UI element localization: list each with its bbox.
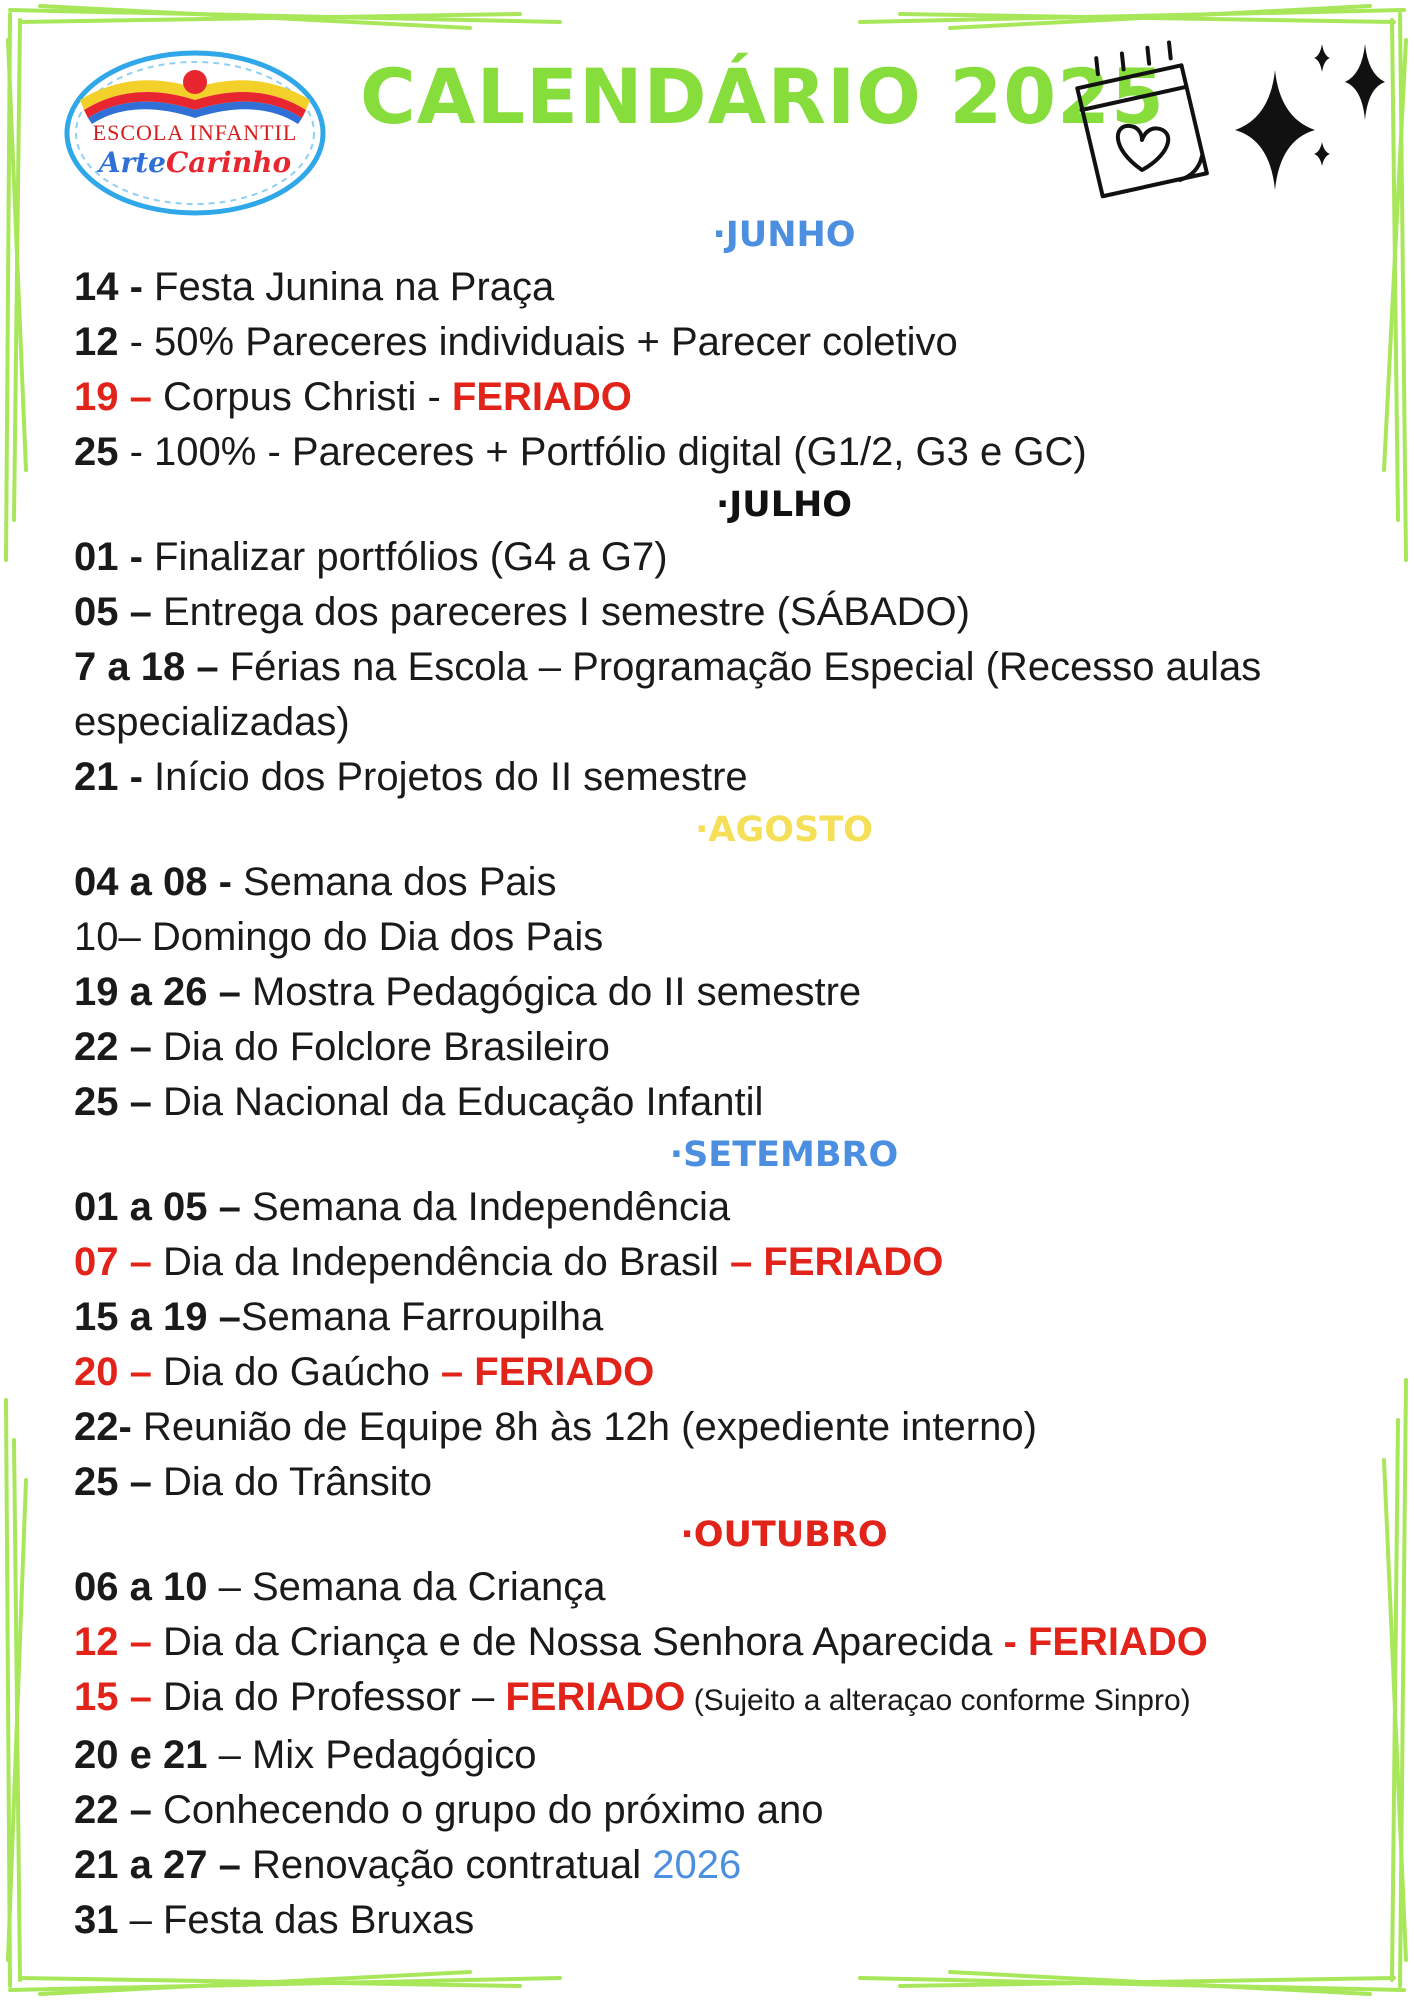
list-item	[74, 1345, 1354, 1400]
entry-text: Renovação contratual	[240, 1843, 653, 1887]
entry-date: 12 –	[74, 1620, 152, 1664]
logo-brand-art: Arte	[98, 146, 166, 179]
page-title: CALENDÁRIO 2025	[360, 52, 1165, 141]
entry-text: Semana Farroupilha	[240, 1295, 604, 1339]
entry-date: 7 a 18 –	[74, 645, 219, 689]
logo-brand-carinho: Carinho	[166, 146, 292, 179]
entry-date: 22 –	[74, 1788, 152, 1832]
entry-text: Dia da Independência do Brasil	[151, 1240, 731, 1284]
entry-text: Entrega dos pareceres I semestre (SÁBADO)	[151, 590, 970, 634]
entry-date: 15 a 19 –	[74, 1295, 241, 1339]
list-item	[74, 1560, 1354, 1615]
logo-school-name: ESCOLA INFANTIL	[92, 120, 298, 145]
list-item	[74, 425, 1354, 480]
entry-date: 12	[74, 320, 119, 364]
entry-date: 20 e 21	[74, 1733, 208, 1777]
entry-text: Dia do Gaúcho	[151, 1350, 441, 1394]
logo-brand	[62, 146, 328, 179]
holiday-badge: – FERIADO	[730, 1240, 944, 1284]
entry-date: 22 –	[74, 1025, 152, 1069]
list-item	[74, 855, 1354, 910]
list-item	[74, 1455, 1354, 1510]
month-heading-setembro: ·SETEMBRO	[669, 1135, 899, 1175]
list-item	[74, 1020, 1354, 1075]
school-logo	[62, 48, 328, 218]
entry-text: Reunião de Equipe 8h às 12h (expediente interno)	[131, 1405, 1037, 1449]
list-item	[74, 530, 1354, 585]
list-item	[74, 1783, 1354, 1838]
list-item	[74, 1893, 1354, 1948]
entry-text: Finalizar portfólios (G4 a G7)	[142, 535, 668, 579]
list-item	[74, 1075, 1354, 1130]
calendar-content	[74, 210, 1354, 1948]
entry-text: – Semana da Criança	[207, 1565, 606, 1609]
entry-text: Dia do Folclore Brasileiro	[151, 1025, 610, 1069]
entry-date: 25 –	[74, 1080, 152, 1124]
entry-date: 01 -	[74, 535, 143, 579]
list-item	[74, 1615, 1354, 1670]
entry-text: Dia do Trânsito	[151, 1460, 432, 1504]
holiday-badge: - FERIADO	[1003, 1620, 1208, 1664]
entry-date: 31	[74, 1898, 119, 1942]
entry-date: 21 a 27 –	[74, 1843, 241, 1887]
entry-date: 19 a 26 –	[74, 970, 241, 1014]
list-item	[74, 1180, 1354, 1235]
entry-date: 15 –	[74, 1675, 152, 1719]
entry-text: – Festa das Bruxas	[118, 1898, 475, 1942]
list-item	[74, 370, 1354, 425]
entry-date: 05 –	[74, 590, 152, 634]
list-item	[74, 1838, 1354, 1893]
list-item	[74, 1235, 1354, 1290]
entry-text: - 50% Pareceres individuais + Parecer coletivo	[118, 320, 958, 364]
month-heading-julho: ·JULHO	[715, 485, 853, 525]
entry-text: Mostra Pedagógica do II semestre	[240, 970, 862, 1014]
entry-text: Início dos Projetos do II semestre	[142, 755, 748, 799]
list-item	[74, 1290, 1354, 1345]
month-heading-outubro: ·OUTUBRO	[680, 1515, 888, 1555]
entry-text: 10– Domingo do Dia dos Pais	[74, 915, 604, 959]
entry-date: 01 a 05 –	[74, 1185, 241, 1229]
list-item	[74, 640, 1354, 750]
entry-note: (Sujeito a alteraçao conforme Sinpro)	[685, 1684, 1191, 1717]
entry-date: 21 -	[74, 755, 143, 799]
list-item	[74, 910, 1354, 965]
entry-date: 04 a 08 -	[74, 860, 232, 904]
holiday-badge: FERIADO	[505, 1675, 686, 1719]
list-item	[74, 585, 1354, 640]
entry-text: – Mix Pedagógico	[207, 1733, 537, 1777]
month-heading-junho: ·JUNHO	[712, 215, 856, 255]
list-item	[74, 260, 1354, 315]
entry-text: Dia do Professor –	[151, 1675, 506, 1719]
entry-text: Dia Nacional da Educação Infantil	[151, 1080, 764, 1124]
entry-date: 22-	[74, 1405, 132, 1449]
entry-text: Semana dos Pais	[231, 860, 557, 904]
year-highlight: 2026	[652, 1843, 742, 1887]
entry-text: - 100% - Pareceres + Portfólio digital (G1/2, G3 e GC)	[118, 430, 1087, 474]
list-item	[74, 1400, 1354, 1455]
calendar-heart-icon	[1060, 30, 1390, 220]
list-item	[74, 750, 1354, 805]
entry-date: 25 –	[74, 1460, 152, 1504]
list-item	[74, 315, 1354, 370]
month-heading-agosto: ·AGOSTO	[695, 810, 873, 850]
entry-text: Semana da Independência	[240, 1185, 731, 1229]
list-item	[74, 1670, 1354, 1728]
entry-date: 14 -	[74, 265, 143, 309]
entry-date: 19 –	[74, 375, 152, 419]
list-item	[74, 965, 1354, 1020]
entry-text: Conhecendo o grupo do próximo ano	[151, 1788, 824, 1832]
entry-date: 06 a 10	[74, 1565, 208, 1609]
holiday-badge: – FERIADO	[440, 1350, 655, 1394]
entry-date: 25	[74, 430, 119, 474]
holiday-badge: FERIADO	[451, 375, 632, 419]
list-item	[74, 1728, 1354, 1783]
entry-text: Férias na Escola – Programação Especial (Recesso aulas especializadas)	[74, 645, 1262, 744]
entry-date: 07 –	[74, 1240, 152, 1284]
entry-date: 20 –	[74, 1350, 152, 1394]
entry-text: Corpus Christi -	[151, 375, 452, 419]
entry-text: Dia da Criança e de Nossa Senhora Aparecida	[151, 1620, 1004, 1664]
entry-text: Festa Junina na Praça	[142, 265, 555, 309]
